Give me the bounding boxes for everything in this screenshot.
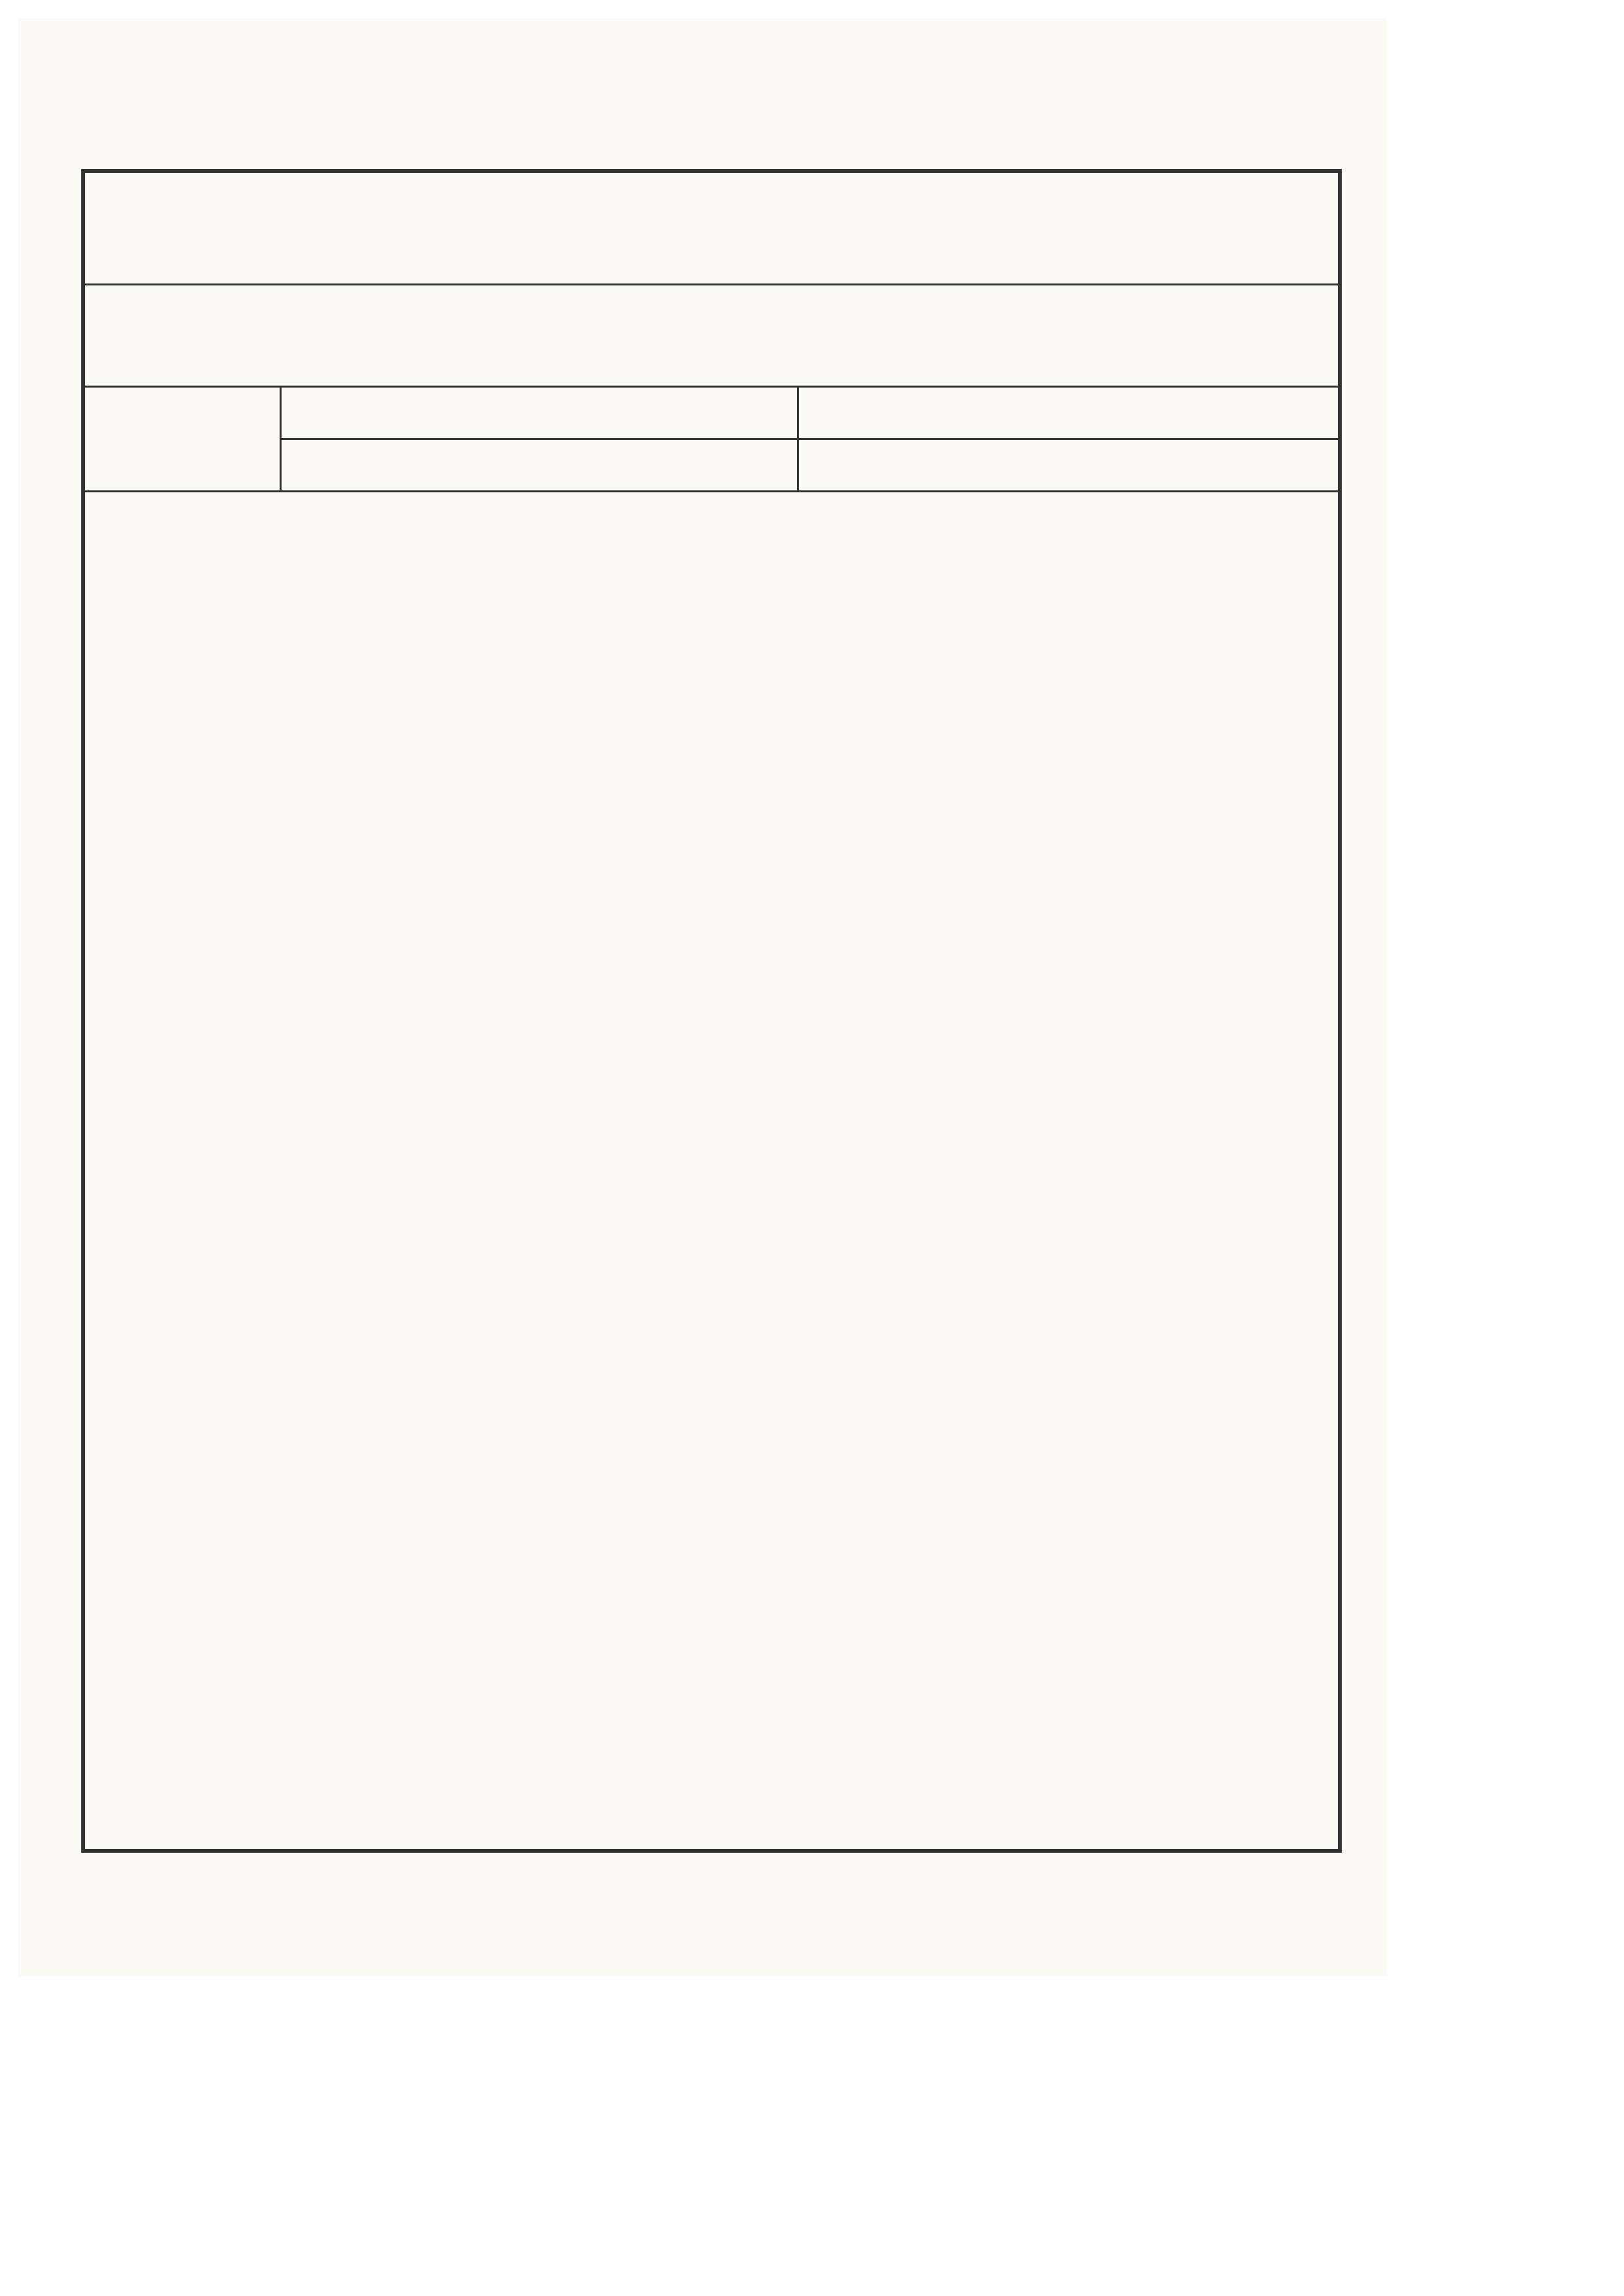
header-incoming-doc-label [282,440,797,492]
use-permit-change-register-form [81,169,1342,1853]
header-completion-label [799,388,1338,438]
column-header-row [85,388,1338,492]
form-heading-row [85,285,1338,388]
form-title [85,173,1338,283]
header-document-column [282,388,799,490]
header-approval-doc-label [282,388,797,438]
header-content-column [799,388,1338,490]
header-change-content-label [799,440,1338,492]
form-title-row [85,173,1338,285]
form-heading [85,285,1338,386]
header-change-item [85,388,282,490]
header-change-item-label [85,388,280,490]
